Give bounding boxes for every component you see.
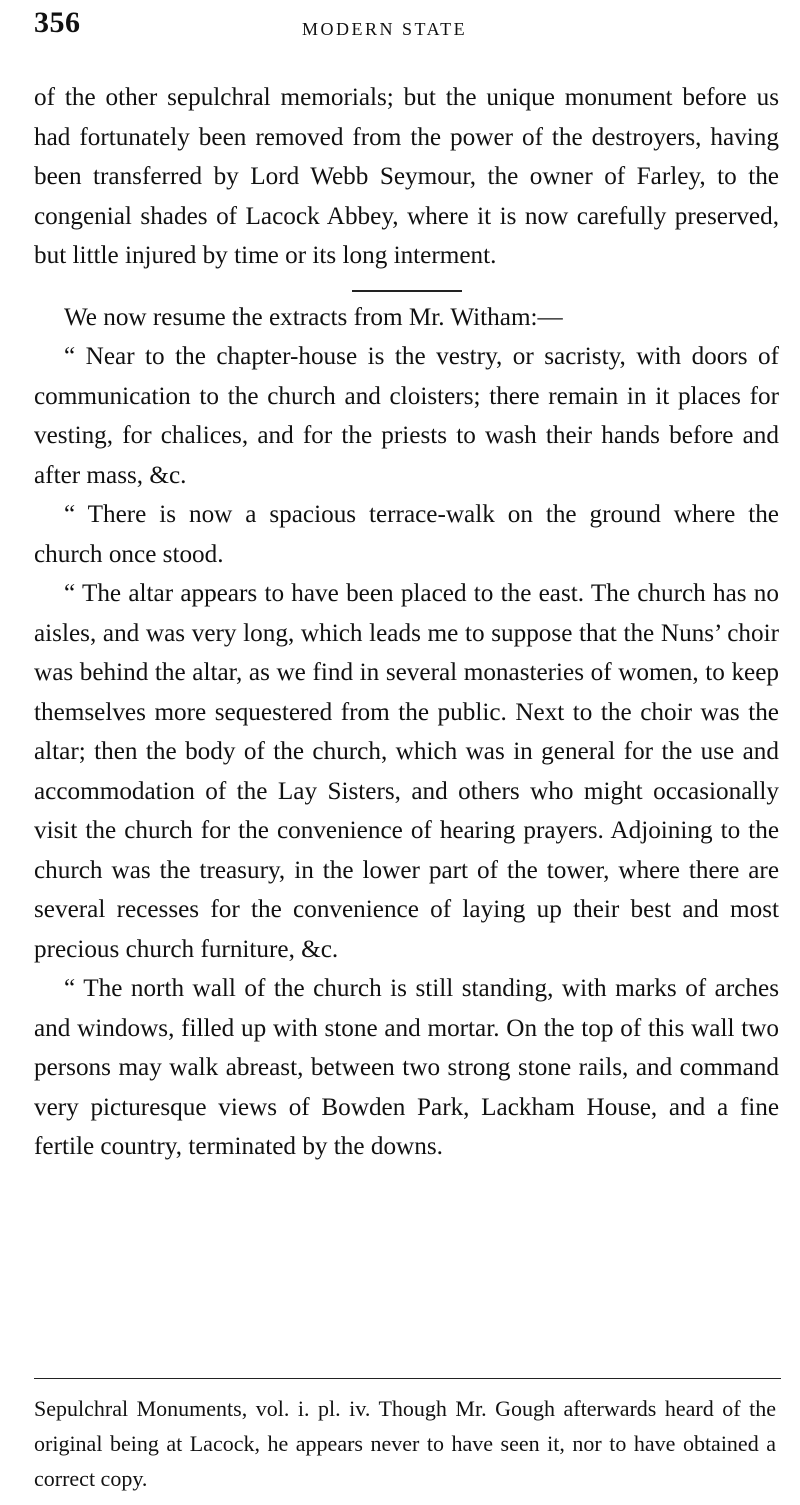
running-head xyxy=(34,6,778,46)
paragraph-north-wall: “ The north wall of the church is still standing, with marks of arches and windows, filled up with stone and mortar. On the top of this wall two persons may walk abreast, between two strong stone rails, and command very picturesque views of Bowden Park, Lackham House, and a fine fertile country, terminated by the downs. xyxy=(34,975,779,1160)
footnote: Sepulchral Monuments, vol. i. pl. iv. Though Mr. Gough afterwards heard of the original being at Lacock, he appears never to have seen it, nor to have obtained a correct copy. xyxy=(34,1396,776,1491)
paragraph-terrace: “ There is now a spacious terrace-walk on the ground where the church once stood. xyxy=(34,501,779,568)
paragraph-altar: “ The altar appears to have been placed to the east. The church has no aisles, and was very long, which leads me to suppose that the Nuns’ choir was behind the altar, as we find in several monasteries of women, to keep themselves more sequestered from the public. Next to the choir was the altar; then the body of the church, which was in general for the use and accommodation of the Lay Sisters, and others who might occasionally visit the church for the convenience of hearing prayers. Adjoining to the church was the treasury, in the lower part of the tower, where there are several recesses for the convenience of laying up their best and most precious church furniture, &c. xyxy=(34,580,779,963)
section-divider xyxy=(352,290,462,292)
paragraph-continuation: of the other sepulchral memorials; but the unique monument before us had fortunately been removed from the power of the destroyers, having been transferred by Lord Webb Seymour, the owner of Farley, to the congenial shades of Lacock Abbey, where it is now carefully preserved, but little injured by time or its long interment. xyxy=(34,84,779,269)
paragraph-intro: We now resume the extracts from Mr. Witham:— xyxy=(64,303,563,331)
footnote-divider xyxy=(34,1378,781,1379)
page-number: 356 xyxy=(34,6,81,39)
body-text xyxy=(34,78,779,1167)
running-title: MODERN STATE xyxy=(302,19,468,39)
paragraph-vestry: “ Near to the chapter-house is the vestry, or sacristy, with doors of communication to the church and cloisters; there remain in it places for vesting, for chalices, and for the priests to wash their hands before and after mass, &c. xyxy=(34,343,779,489)
